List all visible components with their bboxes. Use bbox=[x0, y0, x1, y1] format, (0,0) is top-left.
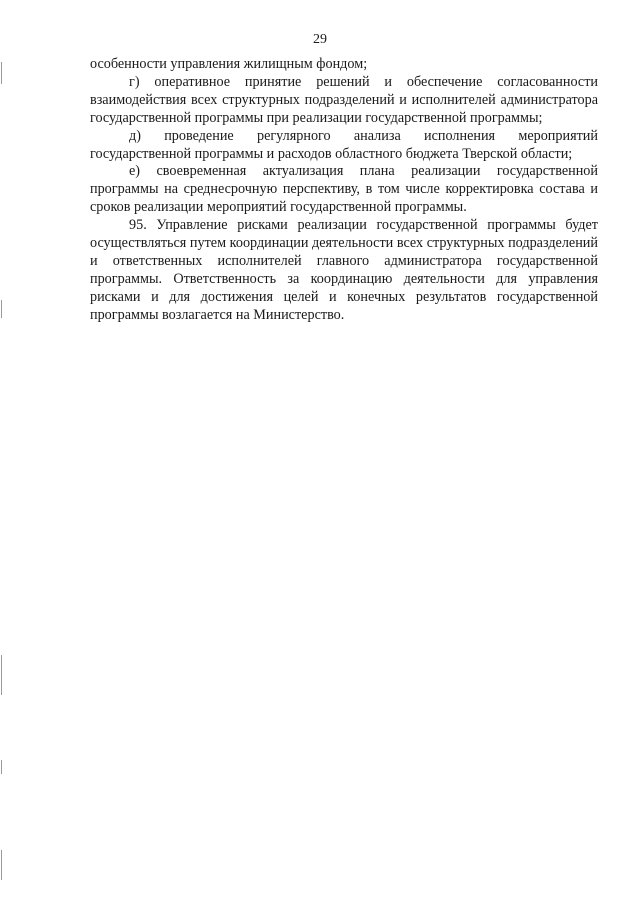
paragraph-housing-management: особенности управления жилищным фондом; bbox=[90, 56, 368, 72]
scan-edge-mark bbox=[1, 300, 2, 318]
scan-edge-mark bbox=[1, 62, 2, 84]
page-number: 29 bbox=[313, 32, 327, 47]
paragraph-item-e: е) своевременная актуализация плана реализации государственной программы на среднесрочную перспективу, в том числе корректировка состава и сроков реализации мероприятий государственной программы. bbox=[90, 163, 598, 216]
paragraph-95-risk-management: 95. Управление рисками реализации государственной программы будет осуществляться путем координации деятельности всех структурных подразделений и ответственных исполнителей главного администратора государственной программы. Ответственность за координацию деятельности для управления рисками и для достижения целей и конечных результатов государственной программы возлагается на Министерство. bbox=[90, 217, 598, 323]
paragraph-item-d: д) проведение регулярного анализа исполнения мероприятий государственной программы и расходов областного бюджета Тверской области; bbox=[90, 127, 598, 162]
scan-edge-mark bbox=[1, 850, 2, 880]
paragraph-item-g: г) оперативное принятие решений и обеспечение согласованности взаимодействия всех структурных подразделений и исполнителей администратора государственной программы при реализации государственной программы; bbox=[90, 73, 598, 126]
scan-edge-mark bbox=[1, 655, 2, 695]
document-body bbox=[90, 56, 598, 325]
scan-edge-mark bbox=[1, 760, 2, 774]
